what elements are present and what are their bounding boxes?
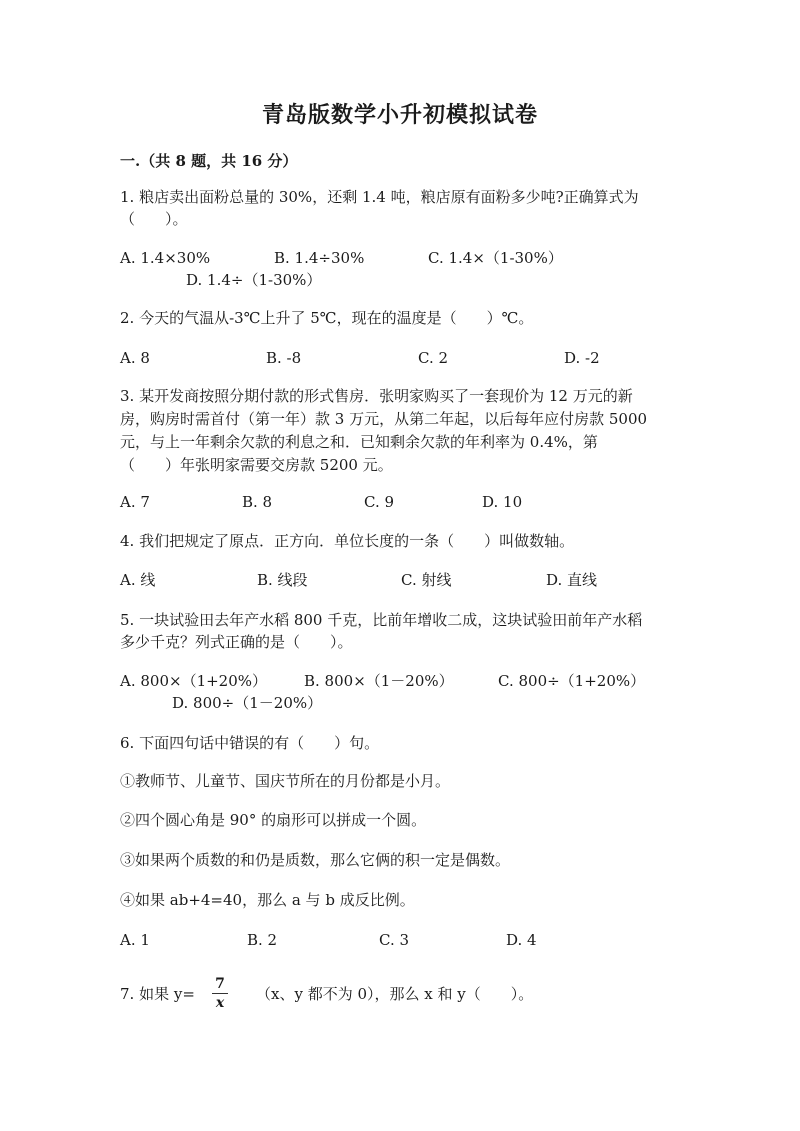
question-6-option-c: C. 3 — [379, 931, 410, 949]
question-2-option-d: D. -2 — [564, 349, 600, 367]
question-3-option-c: C. 9 — [364, 493, 395, 511]
question-5-option-c: C. 800÷（1+20%） — [498, 672, 646, 690]
question-5-text: 5. 一块试验田去年产水稻 800 千克，比前年增收二成，这块试验田前年产水稻 — [120, 611, 643, 629]
question-7-prefix: 7. 如果 y= — [120, 985, 195, 1003]
question-1-option-d: D. 1.4÷（1-30%） — [186, 271, 322, 289]
question-6-option-d: D. 4 — [506, 931, 537, 949]
question-4-option-b: B. 线段 — [257, 571, 308, 589]
question-3-text-cont-3: （ ）年张明家需要交房款 5200 元。 — [120, 456, 393, 474]
question-3-text: 3. 某开发商按照分期付款的形式售房．张明家购买了一套现价为 12 万元的新 — [120, 387, 633, 405]
question-2-option-a: A. 8 — [120, 349, 150, 367]
question-7-fraction — [212, 976, 228, 1011]
question-1-text-cont: （ ）。 — [120, 210, 188, 228]
question-2-option-c: C. 2 — [418, 349, 449, 367]
question-6-option-a: A. 1 — [120, 931, 150, 949]
question-3-option-d: D. 10 — [482, 493, 523, 511]
fraction-bar — [212, 993, 228, 994]
question-4-option-a: A. 线 — [120, 571, 156, 589]
fraction-numerator: 7 — [215, 976, 225, 992]
question-2-text: 2. 今天的气温从-3℃上升了 5℃，现在的温度是（ ）℃。 — [120, 309, 534, 327]
question-2-option-b: B. -8 — [266, 349, 302, 367]
question-5-option-d: D. 800÷（1－20%） — [172, 694, 323, 712]
question-3-option-b: B. 8 — [242, 493, 273, 511]
question-7-suffix: （x、y 都不为 0），那么 x 和 y（ ）。 — [256, 985, 534, 1003]
question-1-option-b: B. 1.4÷30% — [274, 249, 365, 267]
section-heading: 一.（共 8 题，共 16 分） — [120, 152, 298, 170]
question-5-text-cont: 多少千克？列式正确的是（ ）。 — [120, 633, 353, 651]
fraction-denominator: x — [215, 995, 225, 1011]
question-4-option-d: D. 直线 — [546, 571, 598, 589]
question-1-option-c: C. 1.4×（1-30%） — [428, 249, 563, 267]
page-title: 青岛版数学小升初模拟试卷 — [261, 102, 538, 128]
question-1-text: 1. 粮店卖出面粉总量的 30%，还剩 1.4 吨，粮店原有面粉多少吨?正确算式为 — [120, 188, 639, 206]
question-6-statement-3: ③如果两个质数的和仍是质数，那么它俩的积一定是偶数。 — [120, 851, 511, 869]
question-6-text: 6. 下面四句话中错误的有（ ）句。 — [120, 734, 380, 752]
question-5-option-a: A. 800×（1+20%） — [120, 672, 268, 690]
question-3-text-cont-1: 房，购房时需首付（第一年）款 3 万元，从第二年起，以后每年应付房款 5000 — [120, 410, 648, 428]
question-4-option-c: C. 射线 — [401, 571, 452, 589]
question-6-option-b: B. 2 — [247, 931, 278, 949]
question-3-text-cont-2: 元，与上一年剩余欠款的利息之和．已知剩余欠款的年利率为 0.4%，第 — [120, 433, 598, 451]
question-6-statement-1: ①教师节、儿童节、国庆节所在的月份都是小月。 — [120, 772, 451, 790]
question-3-option-a: A. 7 — [120, 493, 150, 511]
question-4-text: 4. 我们把规定了原点．正方向．单位长度的一条（ ）叫做数轴。 — [120, 532, 575, 550]
question-5-option-b: B. 800×（1－20%） — [304, 672, 454, 690]
question-6-statement-2: ②四个圆心角是 90° 的扇形可以拼成一个圆。 — [120, 811, 427, 829]
question-6-statement-4: ④如果 ab+4=40，那么 a 与 b 成反比例。 — [120, 891, 415, 909]
question-1-option-a: A. 1.4×30% — [120, 249, 211, 267]
